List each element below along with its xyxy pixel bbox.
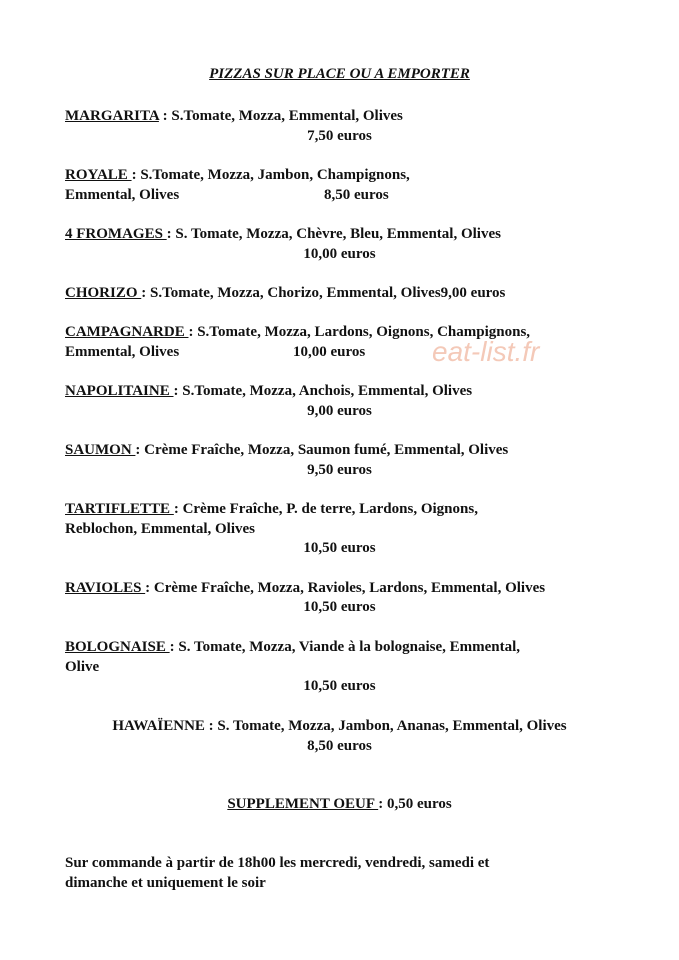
item-description: S.Tomate, Mozza, Chorizo, Emmental, Olives	[150, 285, 441, 301]
item-separator: :	[158, 108, 172, 124]
supplement-label: SUPPLEMENT OEUF	[227, 796, 379, 812]
item-description: S.Tomate, Mozza, Emmental, Olives	[171, 108, 403, 124]
footer-note-line1: Sur commande à partir de 18h00 les mercredi, vendredi, samedi et	[65, 855, 490, 871]
item-name: SAUMON	[65, 442, 136, 458]
item-ravioles-line	[65, 580, 545, 597]
item-description-cont: Emmental, Olives	[65, 344, 180, 360]
item-price: 8,50 euros	[324, 187, 389, 203]
item-description: Crème Fraîche, Mozza, Saumon fumé, Emmental, Olives	[144, 442, 509, 458]
item-name: BOLOGNAISE	[65, 639, 170, 655]
item-hawaienne-line	[0, 718, 679, 735]
item-name: CAMPAGNARDE	[65, 324, 189, 340]
item-name: MARGARITA	[65, 108, 159, 124]
item-price: 9,00 euros	[307, 403, 372, 419]
supplement-line	[0, 796, 679, 813]
item-name: RAVIOLES	[65, 580, 146, 596]
watermark-logo: eat-list.fr	[432, 336, 540, 367]
item-price: 7,50 euros	[307, 128, 372, 144]
supplement-separator: :	[378, 796, 387, 812]
item-description-cont: Emmental, Olives	[65, 187, 180, 203]
item-separator: :	[169, 639, 179, 655]
item-separator: :	[173, 383, 183, 399]
item-separator: :	[188, 324, 198, 340]
item-price: 10,50 euros	[303, 678, 376, 694]
item-description: S. Tomate, Mozza, Viande à la bolognaise, Emmental,	[178, 639, 521, 655]
item-separator: :	[145, 580, 154, 596]
supplement-price: 0,50 euros	[386, 796, 452, 812]
item-name: TARTIFLETTE	[65, 501, 174, 517]
item-tartiflette-line	[65, 501, 478, 518]
item-name: 4 FROMAGES	[65, 226, 167, 242]
item-description: Crème Fraîche, Mozza, Ravioles, Lardons, Emmental, Olives	[153, 580, 546, 596]
item-separator: :	[166, 226, 176, 242]
item-price: 10,00 euros	[303, 246, 376, 262]
item-description-cont: Olive	[65, 659, 100, 675]
item-separator: :	[141, 285, 151, 301]
item-separator: :	[173, 501, 183, 517]
item-separator: :	[131, 167, 141, 183]
item-separator: :	[204, 718, 218, 734]
item-margarita-line	[65, 108, 403, 125]
item-napolitaine-line	[65, 383, 472, 400]
item-description: S. Tomate, Mozza, Jambon, Ananas, Emmental, Olives	[217, 718, 567, 734]
item-name: HAWAÏENNE	[112, 718, 205, 734]
item-price: 10,50 euros	[303, 599, 376, 615]
item-saumon-line	[65, 442, 508, 459]
item-price: 9,00 euros	[440, 285, 506, 301]
item-price: 10,00 euros	[293, 344, 366, 360]
item-description: S. Tomate, Mozza, Chèvre, Bleu, Emmental, Olives	[175, 226, 501, 242]
item-chorizo-line	[65, 285, 505, 302]
item-price: 10,50 euros	[303, 540, 376, 556]
item-separator: :	[135, 442, 145, 458]
item-4-fromages-line	[65, 226, 501, 243]
menu-title: PIZZAS SUR PLACE OU A EMPORTER	[209, 66, 470, 82]
item-name: CHORIZO	[65, 285, 142, 301]
item-description-cont: Reblochon, Emmental, Olives	[65, 521, 255, 537]
item-description: S.Tomate, Mozza, Jambon, Champignons,	[140, 167, 410, 183]
item-royale-line	[65, 167, 410, 184]
footer-note-line2: dimanche et uniquement le soir	[65, 875, 266, 891]
item-description: Crème Fraîche, P. de terre, Lardons, Oignons,	[182, 501, 478, 517]
item-description: S.Tomate, Mozza, Lardons, Oignons, Champignons,	[197, 324, 531, 340]
item-description: S.Tomate, Mozza, Anchois, Emmental, Olives	[182, 383, 473, 399]
item-name: NAPOLITAINE	[65, 383, 174, 399]
item-name: ROYALE	[65, 167, 132, 183]
item-bolognaise-line	[65, 639, 520, 656]
item-price: 8,50 euros	[307, 738, 372, 754]
item-price: 9,50 euros	[307, 462, 372, 478]
